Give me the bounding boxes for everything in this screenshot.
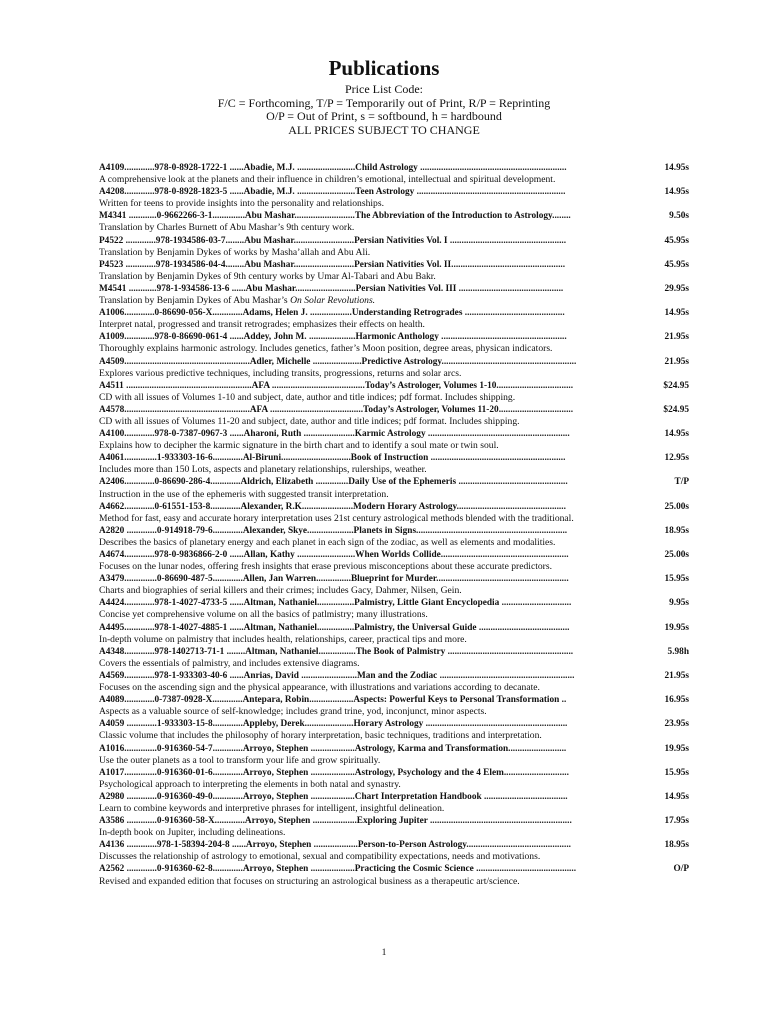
entry-heading-row — [99, 863, 689, 875]
entry-price: 21.95s — [664, 670, 689, 681]
entry-catalog-line: A1009.............978-0-86690-061-4 ......Addey, John M. ....................Harmonic Anthology ...................................................... — [99, 332, 567, 343]
publication-entry — [99, 743, 689, 767]
entry-description-text: Covers the essentials of palmistry, and includes extensive diagrams. — [99, 657, 360, 669]
entry-description-text: Aspects as a valuable source of self-knowledge; includes grand trine, yod, inconjunct, minor aspects. — [99, 706, 487, 718]
entry-description — [99, 561, 689, 573]
entry-description — [99, 247, 689, 259]
entry-price: 14.95s — [664, 163, 689, 173]
price-code-heading: Price List Code: — [345, 82, 423, 96]
entry-heading-row — [99, 767, 689, 779]
entry-description — [99, 271, 689, 283]
entry-description-text: CD with all issues of Volumes 11-20 and subject, date, author and title indices; pdf format. Includes shipping. — [99, 415, 520, 427]
entry-description — [99, 779, 689, 791]
entry-heading-row — [99, 210, 689, 222]
entry-catalog-line: M4341 ............0-9662266-3-1..............Abu Mashar..........................The Abbreviation of the Introduction to Astrology........ — [99, 211, 571, 222]
entry-price: $24.95 — [663, 380, 689, 391]
entry-catalog-line: A4089.............0-7387-0928-X.............Antepara, Robin...................Aspects: Powerful Keys to Personal Transformation .. — [99, 695, 567, 706]
entry-catalog-line: A3479..............0-86690-487-5.............Allen, Jan Warren...............Blueprint for Murder......................................................... — [99, 574, 569, 585]
entry-price: 9.95s — [669, 598, 689, 609]
publication-entry — [99, 186, 689, 210]
entry-catalog-line: A4674.............978-0-9836866-2-0 ......Allan, Kathy .........................When Worlds Collide....................................................... — [99, 550, 569, 560]
entry-description — [99, 416, 689, 428]
publication-entry — [99, 718, 689, 742]
publication-entry — [99, 573, 689, 597]
entry-catalog-line: M4541 ............978-1-934586-13-6 ......Abu Mashar..........................Persian Nativities Vol. III ............................................. — [99, 283, 564, 294]
entry-catalog-line: A1006.............0-86690-056-X.............Adams, Helen J. ..................Understanding Retrogrades ........................................... — [99, 308, 565, 319]
entry-catalog-line: A4109.............978-0-8928-1722-1 ......Abadie, M.J. .........................Child Astrology ............................................................... — [99, 163, 567, 173]
entry-catalog-line: A4348.............978-1402713-71-1 ........Altman, Nathaniel................The Book of Palmistry ...................................................... — [99, 646, 574, 657]
entry-heading-row — [99, 597, 689, 609]
entry-catalog-line: A4059 .............1-933303-15-8.............Appleby, Derek.....................Horary Astrology ............................................................. — [99, 719, 568, 730]
publication-entry — [99, 839, 689, 863]
entry-description-text: Focuses on the lunar nodes, offering fresh insights that erase previous misconceptions about these accurate predictors. — [99, 561, 553, 573]
entry-catalog-line: A2406.............0-86690-286-4.............Aldrich, Elizabeth ..............Daily Use of the Ephemeris ............................................... — [99, 477, 568, 488]
entry-price: 45.95s — [664, 235, 689, 246]
price-list-code — [0, 83, 768, 137]
entry-description-text: CD with all issues of Volumes 1-10 and subject, date, author and title indices; pdf format. Includes shipping. — [99, 391, 516, 403]
entry-description — [99, 658, 689, 670]
entry-price: 21.95s — [664, 356, 689, 367]
price-code-line: F/C = Forthcoming, T/P = Temporarily out of Print, R/P = Reprinting — [217, 95, 551, 110]
entry-price: 14.95s — [664, 429, 689, 440]
entry-catalog-line: A4495.............978-1-4027-4885-1 ......Altman, Nathaniel................Palmistry, the Universal Guide ....................................... — [99, 622, 570, 633]
entry-heading-row — [99, 235, 689, 247]
entry-catalog-line: A4424.............978-1-4027-4733-5 ......Altman, Nathaniel................Palmistry, Little Giant Encyclopedia .............................. — [99, 598, 572, 609]
publication-entry — [99, 259, 689, 283]
entry-description-text: Concise yet comprehensive volume on all the basics of patlmistry; many illustrations. — [99, 609, 428, 621]
entry-description-text: Method for fast, easy and accurate horary interpretation uses 21st century astrological methods blended with the traditional. — [99, 512, 574, 524]
entry-description-italic: On Solar Revolutions. — [290, 295, 376, 307]
publication-entry — [99, 597, 689, 621]
entry-price: 15.95s — [664, 574, 689, 585]
entry-catalog-line: A2562 .............0-916360-62-8.............Arroyo, Stephen ...................Practicing the Cosmic Science ........................................... — [99, 864, 577, 875]
entry-heading-row — [99, 791, 689, 803]
entry-description-text: Translation by Benjamin Dykes of works by Masha’allah and Abu Ali. — [99, 246, 371, 258]
entry-description — [99, 513, 689, 525]
publication-entry — [99, 404, 689, 428]
entry-catalog-line: A4569.............978-1-933303-40-6 ......Anrias, David ........................Man and the Zodiac .......................................................... — [99, 670, 575, 681]
entry-price: O/P — [673, 864, 689, 875]
publication-entry — [99, 331, 689, 355]
entry-heading-row — [99, 718, 689, 730]
entry-price: 23.95s — [664, 719, 689, 730]
entry-description — [99, 368, 689, 380]
entry-description — [99, 585, 689, 597]
entry-catalog-line: A4136 .............978-1-58394-204-8 ......Arroyo, Stephen ...................Person-to-Person Astrology............................................. — [99, 840, 571, 851]
entry-heading-row — [99, 259, 689, 271]
entry-description-text: Explains how to decipher the karmic signature in the birth chart and to identify a soul mate or twin soul. — [99, 440, 499, 452]
publication-entry — [99, 863, 689, 887]
entry-description-text: Includes more than 150 Lots, aspects and planetary relationships, rulerships, weather. — [99, 464, 427, 476]
entry-heading-row — [99, 622, 689, 634]
entry-price: 18.95s — [664, 525, 689, 536]
entry-description — [99, 851, 689, 863]
entry-price: 45.95s — [664, 259, 689, 270]
entry-catalog-line: P4523 .............978-1934586-04-4........Abu Mashar..........................Persian Nativities Vol. II................................................. — [99, 259, 566, 270]
entry-price: 19.95s — [664, 622, 689, 633]
entry-description — [99, 464, 689, 476]
publication-entry — [99, 380, 689, 404]
entry-description-text: Thoroughly explains harmonic astrology. Includes genetics, father’s Moon position, degree areas, physican indicators. — [99, 343, 553, 355]
entry-heading-row — [99, 743, 689, 755]
entry-price: 16.95s — [664, 695, 689, 706]
entry-price: 18.95s — [664, 840, 689, 851]
entry-heading-row — [99, 501, 689, 513]
entry-heading-row — [99, 670, 689, 682]
entry-description-text: Describes the basics of planetary energy and each planet in each sign of the zodiac, as well as elements and modalities. — [99, 536, 556, 548]
entry-catalog-line: A4061..............1-933303-16-6.............Al-Biruni..............................Book of Instruction .......................................................... — [99, 453, 566, 464]
publication-entry — [99, 356, 689, 380]
entry-catalog-line: A2820 .............0-914918-79-6.............Alexander, Skye....................Planets in Signs................................................................. — [99, 525, 568, 536]
entry-heading-row — [99, 331, 689, 343]
entry-catalog-line: A4511 ......................................................AFA ........................................Today’s Astrologer, Volumes 1-10................................. — [99, 380, 574, 391]
entry-description — [99, 222, 689, 234]
entry-price: T/P — [674, 477, 689, 488]
entry-price: 5.98h — [667, 646, 689, 657]
entry-heading-row — [99, 428, 689, 440]
entry-heading-row — [99, 452, 689, 464]
entry-description-text: Instruction in the use of the ephemeris with suggested transit interpretation. — [99, 488, 389, 500]
entry-price: 14.95s — [664, 791, 689, 802]
publication-list — [99, 162, 689, 888]
entry-catalog-line: A4578......................................................AFA ........................................Today’s Astrologer, Volumes 11-20................................ — [99, 404, 574, 415]
price-code-line: O/P = Out of Print, s = softbound, h = hardbound — [266, 109, 502, 123]
publication-entry — [99, 428, 689, 452]
entry-description-text: Classic volume that includes the philosophy of horary interpretation, basic techniques, traditions and interpretation. — [99, 730, 542, 742]
page-number: 1 — [381, 947, 387, 958]
entry-description — [99, 537, 689, 549]
entry-price: 25.00s — [664, 550, 689, 560]
entry-description — [99, 609, 689, 621]
entry-description-text: Translation by Benjamin Dykes of 9th century works by Umar Al-Tabari and Abu Bakr. — [99, 270, 436, 282]
entry-price: 21.95s — [664, 332, 689, 343]
publication-entry — [99, 670, 689, 694]
entry-description-text: Psychological approach to interpreting the elements in both natal and synastry. — [99, 778, 401, 790]
entry-description — [99, 730, 689, 742]
entry-description — [99, 706, 689, 718]
entry-heading-row — [99, 307, 689, 319]
publication-entry — [99, 235, 689, 259]
entry-description-text: In-depth book on Jupiter, including delineations. — [99, 827, 286, 839]
publication-entry — [99, 549, 689, 573]
entry-description-text: Translation by Charles Burnett of Abu Mashar’s 9th century work. — [99, 222, 355, 234]
publication-entry — [99, 501, 689, 525]
entry-description — [99, 489, 689, 501]
entry-catalog-line: A1017..............0-916360-01-6.............Arroyo, Stephen ...................Astrology, Psychology and the 4 Elem............................ — [99, 767, 569, 778]
publication-entry — [99, 815, 689, 839]
publication-entry — [99, 307, 689, 331]
entry-description-text: Explores various predictive techniques, including transits, progressions, returns and solar arcs. — [99, 367, 462, 379]
entry-description — [99, 174, 689, 186]
entry-description-text: Interpret natal, progressed and transit retrogrades; emphasizes their effects on health. — [99, 319, 425, 331]
entry-heading-row — [99, 573, 689, 585]
entry-catalog-line: A1016..............0-916360-54-7.............Arroyo, Stephen ...................Astrology, Karma and Transformation......................... — [99, 743, 567, 754]
entry-description — [99, 755, 689, 767]
entry-catalog-line: P4522 .............978-1934586-03-7........Abu Mashar..........................Persian Nativities Vol. I .................................................. — [99, 235, 567, 246]
entry-description-text: A comprehensive look at the planets and their influence in children’s emotional, intellectual and spiritual development. — [99, 174, 556, 186]
entry-heading-row — [99, 549, 689, 561]
entry-price: 19.95s — [664, 743, 689, 754]
publication-entry — [99, 210, 689, 234]
entry-price: 12.95s — [664, 453, 689, 464]
entry-description — [99, 803, 689, 815]
entry-description-text: Written for teens to provide insights into the personality and relationships. — [99, 198, 384, 210]
entry-price: 29.95s — [664, 283, 689, 294]
entry-price: 17.95s — [664, 816, 689, 827]
entry-description — [99, 682, 689, 694]
entry-price: 14.95s — [664, 187, 689, 198]
publication-entry — [99, 646, 689, 670]
entry-catalog-line: A4208.............978-0-8928-1823-5 ......Abadie, M.J. .........................Teen Astrology ................................................................ — [99, 187, 566, 198]
entry-heading-row — [99, 646, 689, 658]
entry-price: 25.00s — [664, 501, 689, 512]
publication-entry — [99, 162, 689, 186]
entry-description — [99, 827, 689, 839]
entry-heading-row — [99, 525, 689, 537]
entry-catalog-line: A3586 .............0-916360-58-X.............Arroyo, Stephen ...................Exploring Jupiter ............................................................. — [99, 816, 572, 827]
entry-price: 14.95s — [664, 308, 689, 319]
page-title: Publications — [328, 56, 440, 80]
entry-description — [99, 198, 689, 210]
entry-description-text: Translation by Benjamin Dykes of Abu Mashar’s — [99, 295, 291, 307]
entry-description-text: Use the outer planets as a tool to transform your life and grow spiritually. — [99, 754, 381, 766]
price-change-notice: ALL PRICES SUBJECT TO CHANGE — [288, 122, 480, 137]
entry-catalog-line: A4662.............0-61551-153-8.............Alexander, R.K......................Modern Horary Astrology............................................... — [99, 501, 566, 512]
publication-entry — [99, 694, 689, 718]
publication-entry — [99, 476, 689, 500]
entry-description — [99, 343, 689, 355]
publication-entry — [99, 622, 689, 646]
entry-heading-row — [99, 162, 689, 174]
publication-entry — [99, 791, 689, 815]
entry-description — [99, 634, 689, 646]
entry-heading-row — [99, 380, 689, 392]
entry-description-text: Learn to combine keywords and interpretive phrases for intelligent, insightful delineation. — [99, 802, 445, 814]
publication-entry — [99, 452, 689, 476]
publication-entry — [99, 283, 689, 307]
entry-heading-row — [99, 356, 689, 368]
entry-description — [99, 295, 689, 307]
entry-description — [99, 440, 689, 452]
entry-description — [99, 392, 689, 404]
entry-heading-row — [99, 815, 689, 827]
entry-heading-row — [99, 839, 689, 851]
entry-heading-row — [99, 404, 689, 416]
entry-heading-row — [99, 186, 689, 198]
entry-description-text: Focuses on the ascending sign and the physical appearance, with illustrations and variations according to decanate. — [99, 682, 540, 694]
entry-heading-row — [99, 283, 689, 295]
entry-heading-row — [99, 694, 689, 706]
entry-price: 15.95s — [664, 767, 689, 778]
entry-catalog-line: A2980 .............0-916360-49-0.............Arroyo, Stephen ...................Chart Interpretation Handbook .................................... — [99, 791, 568, 802]
entry-description — [99, 319, 689, 331]
entry-description-text: Revised and expanded edition that focuses on structuring an astrological business as a therapeutic art/science. — [99, 875, 520, 887]
entry-price: $24.95 — [663, 404, 689, 415]
entry-catalog-line: A4509......................................................Adler, Michelle .....................Predictive Astrology.......................................................... — [99, 356, 577, 367]
publication-entry — [99, 767, 689, 791]
entry-price: 9.50s — [669, 211, 689, 222]
entry-description — [99, 876, 689, 888]
entry-catalog-line: A4100.............978-0-7387-0967-3 ......Aharoni, Ruth ......................Karmic Astrology ............................................................. — [99, 429, 570, 440]
entry-heading-row — [99, 476, 689, 488]
entry-description-text: In-depth volume on palmistry that includes health, relationships, career, practical tips and more. — [99, 633, 467, 645]
entry-description-text: Discusses the relationship of astrology to emotional, sexual and compatibility expectations, needs and motivations. — [99, 851, 541, 863]
publication-entry — [99, 525, 689, 549]
entry-description-text: Charts and biographies of serial killers and their crimes; includes Gacy, Dahmer, Nilsen, Gein. — [99, 585, 462, 597]
